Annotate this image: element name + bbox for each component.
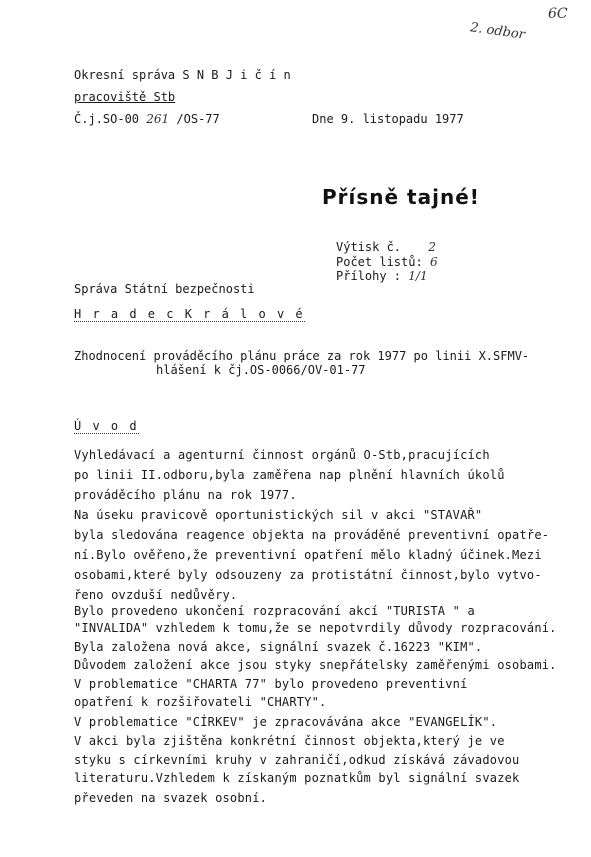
body-line: V problematice "CHARTA 77" bylo provedeno preventivní (74, 677, 468, 691)
document-date: Dne 9. listopadu 1977 (312, 112, 464, 126)
body-line: po linii II.odboru,byla zaměřena nap plnění hlavních úkolů (74, 468, 505, 482)
reference-number (74, 112, 220, 126)
body-line: řeno ovzduší nedůvěry. (74, 588, 238, 602)
body-line: převeden na svazek osobní. (74, 791, 268, 805)
attachments-label: Přílohy : (336, 269, 402, 283)
reference-prefix: Č.j.SO-00 (74, 112, 140, 126)
body-line: Důvodem založení akce jsou styky snepřátelsky zaměřenými osobami. (74, 658, 557, 672)
handwritten-reference-number: 261 (146, 112, 170, 126)
body-line: "INVALIDA" vzhledem k tomu,že se nepotvrdily důvody rozpracování. (74, 621, 557, 635)
attachments-value: 1/1 (408, 269, 428, 283)
body-line: opatření k rozšiřovateli "CHARTY". (74, 695, 327, 709)
handwritten-page-mark: 6C (548, 6, 568, 22)
handwritten-department-note: 2. odbor (469, 20, 526, 43)
workplace: pracoviště Stb (74, 90, 176, 104)
body-line: V problematice "CÍRKEV" je zpracovávána akce "EVANGELÍK". (74, 715, 498, 729)
subject-line-1: Zhodnocení prováděcího plánu práce za rok 1977 po linii X.SFMV- (74, 349, 530, 363)
body-line: prováděcího plánu na rok 1977. (74, 488, 297, 502)
copy-number-value: 2 (428, 240, 436, 254)
sheet-count-row (336, 255, 438, 269)
body-line: ní.Bylo ověřeno,že preventivní opatření mělo kladný účinek.Mezi (74, 548, 542, 562)
recipient-city: H r a d e c K r á l o v é (74, 307, 305, 321)
reference-suffix: /OS-77 (176, 112, 220, 126)
subject-line-2: hlášení k čj.OS-0066/OV-01-77 (156, 363, 366, 377)
issuing-office: Okresní správa S N B J i č í n (74, 68, 291, 82)
section-title: Ú v o d (74, 419, 139, 433)
recipient-name: Správa Státní bezpečnosti (74, 282, 255, 296)
body-line: Vyhledávací a agenturní činnost orgánů O-Stb,pracujících (74, 448, 490, 462)
body-line: osobami,které byly odsouzeny za protistátní činnost,bylo vytvo- (74, 568, 542, 582)
body-line: Byla založena nová akce, signální svazek č.16223 "KIM". (74, 640, 483, 654)
body-line: Bylo provedeno ukončení rozpracování akcí "TURISTA " a (74, 604, 475, 618)
body-line: literaturu.Vzhledem k získaným poznatkům byl signální svazek (74, 771, 520, 785)
sheet-count-value: 6 (429, 255, 438, 269)
body-line: Na úseku pravicově oportunistických sil v akci "STAVAŘ" (74, 508, 483, 522)
attachments-row (336, 269, 428, 283)
body-line: byla sledována reagence objekta na prováděné preventivní opatře- (74, 528, 550, 542)
copy-number-label: Výtisk č. (336, 240, 402, 254)
copy-number-row (336, 240, 436, 254)
sheet-count-label: Počet listů: (336, 255, 423, 269)
body-line: V akci byla zjištěna konkrétní činnost objekta,který je ve (74, 734, 505, 748)
classification-stamp: Přísně tajné! (322, 185, 480, 209)
body-line: styku s církevními kruhy v zahraničí,odkud získává závadovou (74, 753, 520, 767)
